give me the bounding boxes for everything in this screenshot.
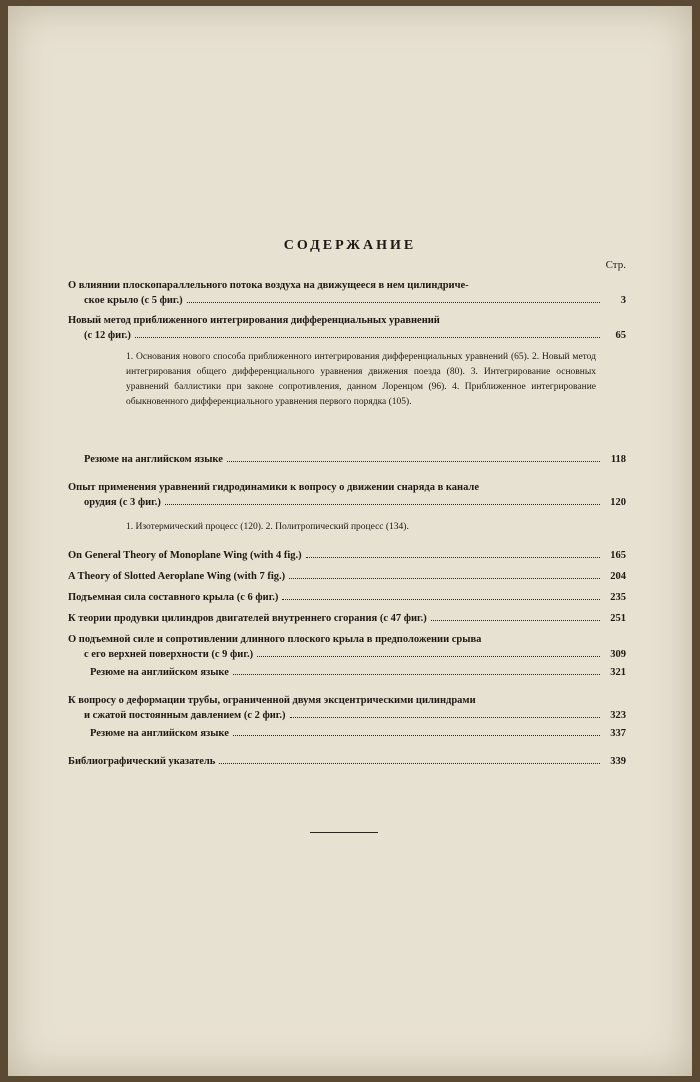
toc-entry-title-cont: и сжатой постоянным давлением (с 2 фиг.) [84,710,286,721]
leader-dots [187,302,600,303]
leader-dots [290,717,600,718]
page-title: СОДЕРЖАНИЕ [283,238,417,253]
toc-entry[interactable] [90,665,626,680]
toc-entry-title: A Theory of Slotted Aeroplane Wing (with 7 fig.) [68,571,286,582]
page-column-label: Стр. [605,259,626,271]
leader-dots [135,337,600,338]
toc-entry[interactable] [68,278,626,308]
leader-dots [306,557,600,558]
leader-dots [282,599,600,600]
leader-dots [431,620,600,621]
toc-entry[interactable] [90,726,626,741]
toc-entry[interactable] [68,548,626,563]
toc-entry-title: Опыт применения уравнений гидродинамики к вопросу о движении снаряда в канале [68,482,479,493]
toc-page-number: 204 [610,571,626,582]
book-page [8,6,692,1076]
leader-dots [257,656,600,657]
toc-entry-title: Резюме на английском языке [90,728,229,739]
toc-entry[interactable] [68,693,626,723]
section-description: 1. Изотермический процесс (120). 2. Политропический процесс (134). [126,522,409,532]
toc-entry-title: К теории продувки цилиндров двигателей внутреннего сгорания (с 47 фиг.) [68,613,427,624]
toc-entry-title-cont: орудия (с 3 фиг.) [84,497,161,508]
toc-entry-title: Резюме на английском языке [84,454,223,465]
toc-entry-title: On General Theory of Monoplane Wing (with 4 fig.) [68,550,302,561]
toc-entry-title-cont: ское крыло (с 5 фиг.) [84,295,183,306]
toc-entry-title-cont: с его верхней поверхности (с 9 фиг.) [84,649,254,660]
toc-entry[interactable] [68,632,626,662]
toc-entry-title: Библиографический указатель [68,756,216,767]
leader-dots [227,461,600,462]
leader-dots [165,504,600,505]
toc-entry-title-cont: (с 12 фиг.) [84,330,131,341]
leader-dots [219,763,600,764]
toc-entry[interactable] [68,569,626,584]
toc-page-number: 65 [615,330,626,341]
separator-rule [310,832,378,833]
toc-page-number: 337 [610,728,626,739]
section-description: 1. Основания нового способа приближенного интегрирования дифференциальных уравнений (65). 2. Новый метод интегрирования общего дифференциального уравнения движения поезда (80). 3. Интегрирование основных уравнений баллистики при законе сопротивления, данном Лоренцом (96). 4. Приближенное интегрирование обыкновенного дифференциального уравнения первого порядка (105). [126,352,596,407]
leader-dots [233,735,600,736]
toc-page-number: 235 [610,592,626,603]
toc-entry[interactable] [68,480,626,510]
toc-page-number: 3 [620,295,626,306]
toc-page-number: 339 [610,756,626,767]
leader-dots [233,674,600,675]
leader-dots [289,578,600,579]
toc-entry-title: О влиянии плоскопараллельного потока воздуха на движущееся в нем цилиндриче- [68,280,469,291]
toc-entry[interactable] [68,611,626,626]
toc-entry-title: К вопросу о деформации трубы, ограниченной двумя эксцентрическими цилиндрами [68,695,476,706]
toc-entry[interactable] [84,452,626,467]
toc-entry-title: Подъемная сила составного крыла (с 6 фиг.) [68,592,279,603]
toc-page-number: 309 [610,649,626,660]
toc-entry-title: О подъемной силе и сопротивлении длинного плоского крыла в предположении срыва [68,634,482,645]
toc-page-number: 323 [610,710,626,721]
toc-entry[interactable] [68,590,626,605]
toc-page-number: 120 [610,497,626,508]
toc-entry[interactable] [68,754,626,769]
toc-entry-title: Новый метод приближенного интегрирования дифференциальных уравнений [68,315,440,326]
toc-page-number: 165 [610,550,626,561]
toc-page-number: 321 [610,667,626,678]
toc-entry[interactable] [68,313,626,343]
toc-entry-title: Резюме на английском языке [90,667,229,678]
toc-page-number: 118 [610,454,626,465]
toc-page-number: 251 [610,613,626,624]
